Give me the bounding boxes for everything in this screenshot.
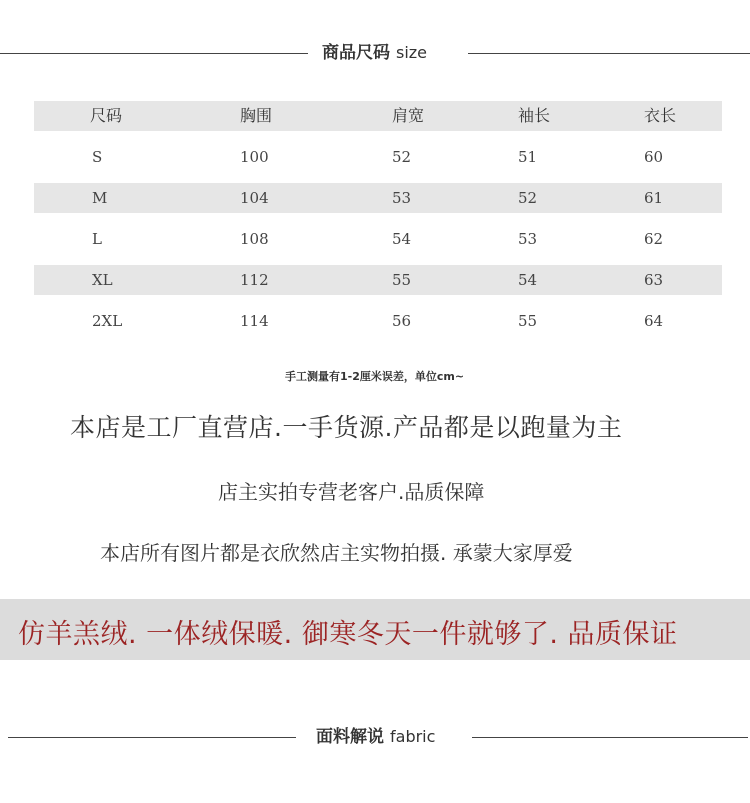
header-size: 尺码 — [90, 106, 123, 125]
promo-banner — [0, 599, 750, 660]
measurement-note: 手工测量有1-2厘米误差，单位cm~ — [285, 370, 465, 383]
cell-size: 2XL — [92, 312, 123, 330]
header-chest: 胸围 — [240, 106, 273, 125]
cell-chest: 114 — [240, 312, 269, 330]
cell-sleeve: 53 — [518, 230, 538, 248]
table-row — [34, 142, 722, 172]
cell-length: 63 — [644, 271, 664, 289]
table-row — [34, 224, 722, 254]
cell-sleeve: 52 — [518, 189, 538, 207]
size-title-en: size — [396, 43, 428, 62]
divider-left — [8, 737, 296, 738]
cell-size: S — [92, 148, 103, 166]
cell-length: 60 — [644, 148, 664, 166]
cell-sleeve: 55 — [518, 312, 538, 330]
table-row — [34, 183, 722, 213]
cell-size: L — [92, 230, 102, 248]
divider-right — [472, 737, 748, 738]
promo-line-quality: 店主实拍专营老客户.品质保障 — [218, 480, 485, 504]
cell-size: M — [92, 189, 108, 207]
header-sleeve: 袖长 — [518, 106, 551, 125]
fabric-title-cn: 面料解说 — [316, 727, 384, 747]
size-table — [34, 101, 722, 347]
cell-length: 62 — [644, 230, 664, 248]
cell-chest: 108 — [240, 230, 269, 248]
cell-sleeve: 51 — [518, 148, 538, 166]
cell-chest: 112 — [240, 271, 269, 289]
cell-shoulder: 54 — [392, 230, 412, 248]
cell-length: 64 — [644, 312, 664, 330]
cell-length: 61 — [644, 189, 664, 207]
size-title-cn: 商品尺码 — [322, 43, 390, 63]
promo-line-factory: 本店是工厂直营店.一手货源.产品都是以跑量为主 — [70, 413, 623, 442]
header-shoulder: 肩宽 — [392, 106, 425, 125]
cell-size: XL — [92, 271, 113, 289]
cell-sleeve: 54 — [518, 271, 538, 289]
cell-shoulder: 56 — [392, 312, 412, 330]
cell-chest: 104 — [240, 189, 269, 207]
table-header-row — [34, 101, 722, 131]
divider-left — [0, 53, 308, 54]
table-row — [34, 306, 722, 336]
cell-chest: 100 — [240, 148, 269, 166]
header-length: 衣长 — [644, 106, 677, 125]
promo-banner-text: 仿羊羔绒. 一体绒保暖. 御寒冬天一件就够了. 品质保证 — [18, 619, 678, 650]
promo-line-photos: 本店所有图片都是衣欣然店主实物拍摄. 承蒙大家厚爱 — [100, 541, 573, 565]
fabric-title-en: fabric — [390, 727, 436, 746]
divider-right — [468, 53, 750, 54]
size-section-title — [322, 38, 427, 63]
fabric-section-title — [316, 722, 435, 747]
cell-shoulder: 53 — [392, 189, 412, 207]
cell-shoulder: 52 — [392, 148, 412, 166]
table-row — [34, 265, 722, 295]
size-section-header — [0, 38, 750, 68]
cell-shoulder: 55 — [392, 271, 412, 289]
fabric-section-header — [0, 722, 750, 752]
